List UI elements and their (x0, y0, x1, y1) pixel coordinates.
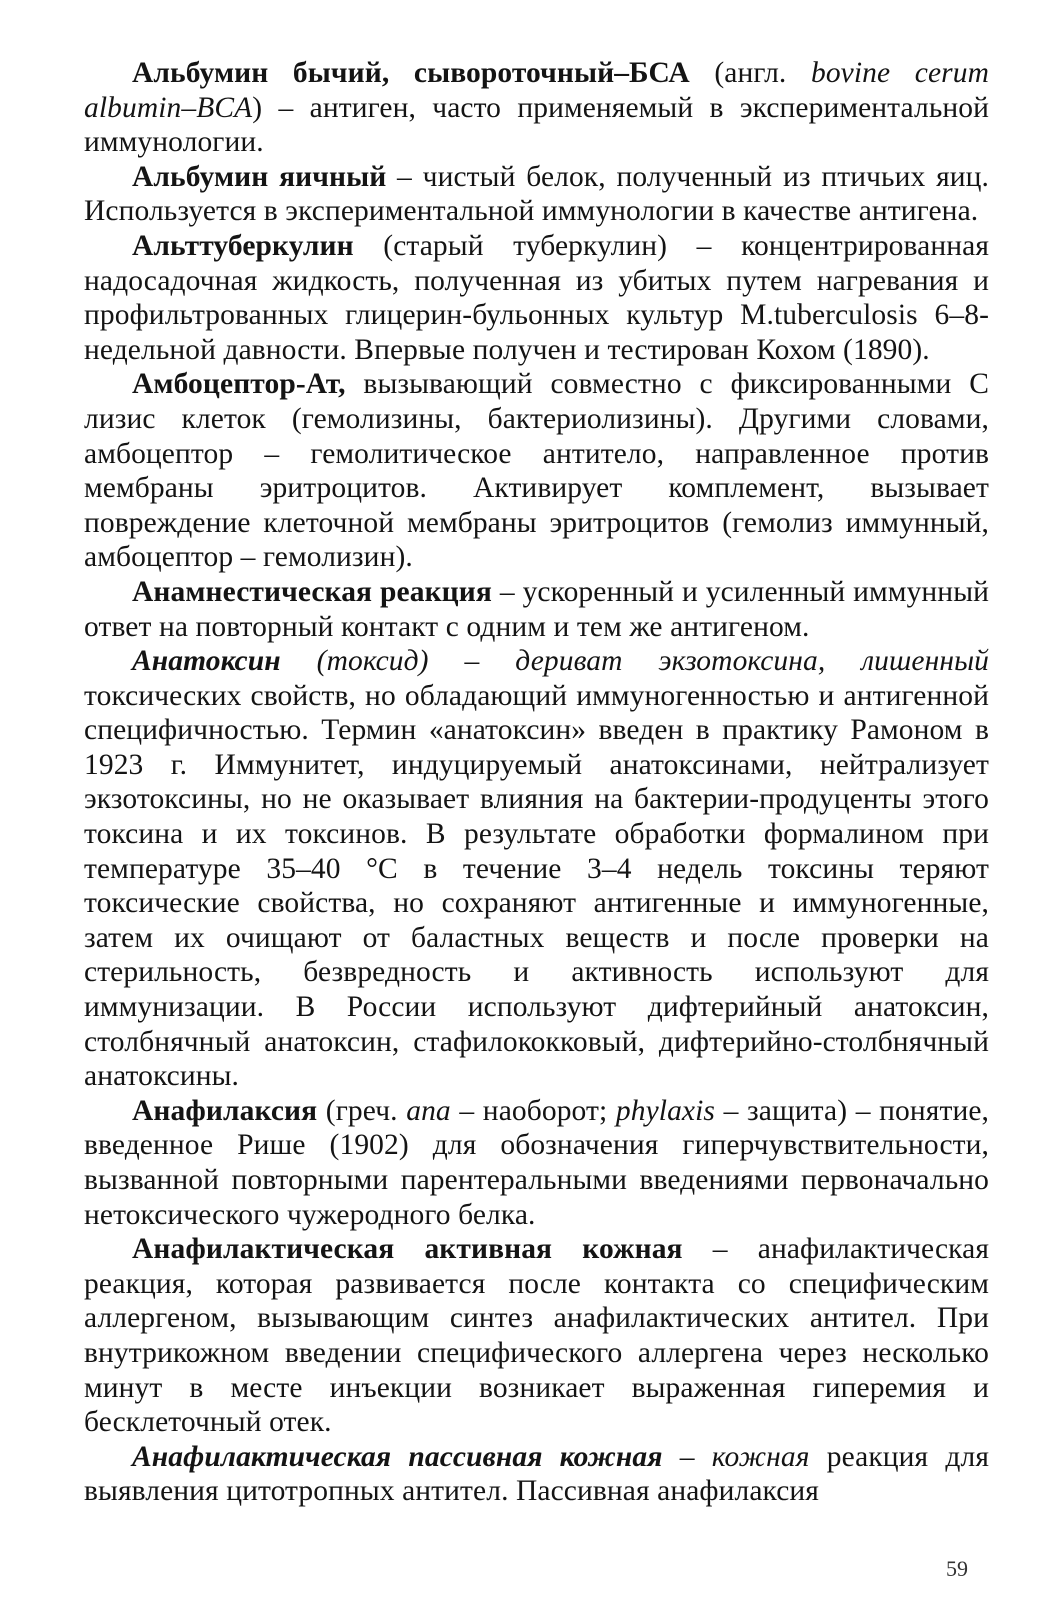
page-number: 59 (946, 1556, 968, 1581)
entry-albumin-egg (84, 160, 989, 229)
entry-term: Амбоцептор-Ат, (132, 368, 346, 401)
entry-greek-term: ana (406, 1094, 451, 1127)
entry-text-italic: (токсид) – дериват экзотоксина, лишенный (280, 645, 989, 678)
entry-anaphylactic-passive-cutaneous (84, 1440, 989, 1509)
entry-text: вызывающий совместно с фиксированными C лизис клеток (гемолизины, бактериолизины). Другими словами, амбоцептор – гемолитическое антитело, направленное против мембраны эритроцитов. Активирует комплемент, вызывает повреждение клеточной мембраны эритроцитов (гемолиз иммунный, амбоцептор – гемолизин). (84, 368, 989, 574)
entry-text: (англ. (689, 57, 811, 89)
entry-text-italic: – кожная (662, 1440, 810, 1473)
entry-term: Анафилаксия (132, 1094, 318, 1127)
entry-anaphylaxis (84, 1094, 989, 1232)
entry-term: Альттуберкулин (132, 229, 354, 262)
entry-text: (старый туберкулин) – концентрированная надосадочная жидкость, полученная из убитых путем нагревания и профильтрованных глицерин-бульонных культур M.tuberculosis 6–8-недельной давности. Впервые получен и тестирован Кохом (1890). (84, 229, 989, 366)
entry-text: токсических свойств, но обладающий иммуногенностью и антигенной специфичностью. Термин «анатоксин» введен в практику Рамоном в 1923 г. Иммунитет, индуцируемый анатоксинами, нейтрализует экзотоксины, но не оказывает влияния на бактерии-продуценты этого токсина и их токсинов. В результате обработки формалином при температуре 35–40 °С в течение 3–4 недель токсины теряют токсические свойства, но сохраняют антигенные и иммуногенные, затем их очищают от баластных веществ и после проверки на стерильность, безвредность и активность используют для иммунизации. В России используют дифтерийный анатоксин, столбнячный анатоксин, стафилококковый, дифтерийно-столбнячный анатоксины. (84, 679, 989, 1093)
entry-term: Анамнестическая реакция (132, 575, 492, 608)
entry-alttuberculin (84, 229, 989, 367)
entry-term: Альбумин яичный (132, 160, 387, 193)
entry-term: Анатоксин (132, 645, 281, 678)
entry-text: – ускоренный и усиленный иммунный ответ на повторный контакт с одним и тем же антигеном. (84, 575, 990, 643)
entry-text: – чистый белок, полученный из птичьих яиц. Используется в экспериментальной иммунологии в качестве антигена. (84, 160, 989, 228)
entry-amboceptor (84, 367, 989, 575)
entry-anaphylactic-active-cutaneous (84, 1232, 989, 1440)
entry-term: Альбумин бычий, сывороточный–БСА (132, 57, 690, 89)
entry-text: – анафилактическая реакция, которая развивается после контакта со специфическим аллергеном, вызывающим синтез анафилактических антител. При внутрикожном введении специфического аллергена через несколько минут в месте инъекции возникает выраженная гиперемия и бесклеточный отек. (84, 1233, 989, 1439)
entry-term: Анафилактическая активная кожная (132, 1233, 683, 1266)
entry-anamnestic-reaction (84, 575, 989, 644)
entry-text: ) – антиген, часто применяемый в экспериментальной иммунологии. (84, 91, 989, 159)
entry-text: – наоборот; (450, 1094, 616, 1127)
dictionary-text (84, 56, 989, 1509)
entry-term: Анафилактическая пассивная кожная (132, 1440, 663, 1473)
entry-greek-term: phylaxis (615, 1094, 715, 1127)
entry-text: (греч. (317, 1094, 407, 1127)
entry-anatoxin (84, 644, 989, 1094)
entry-albumin-bovine (84, 56, 989, 160)
entry-latin-term: bovine cerum albumin–BCA (84, 57, 990, 124)
entry-text: реакция для выявления цитотропных антител. Пассивная анафилаксия (84, 1440, 989, 1508)
entry-text: – защита) – понятие, введенное Рише (1902) для обозначения гиперчувствительности, вызванной повторными парентеральными введениями первоначально нетоксического чужеродного белка. (84, 1094, 990, 1231)
